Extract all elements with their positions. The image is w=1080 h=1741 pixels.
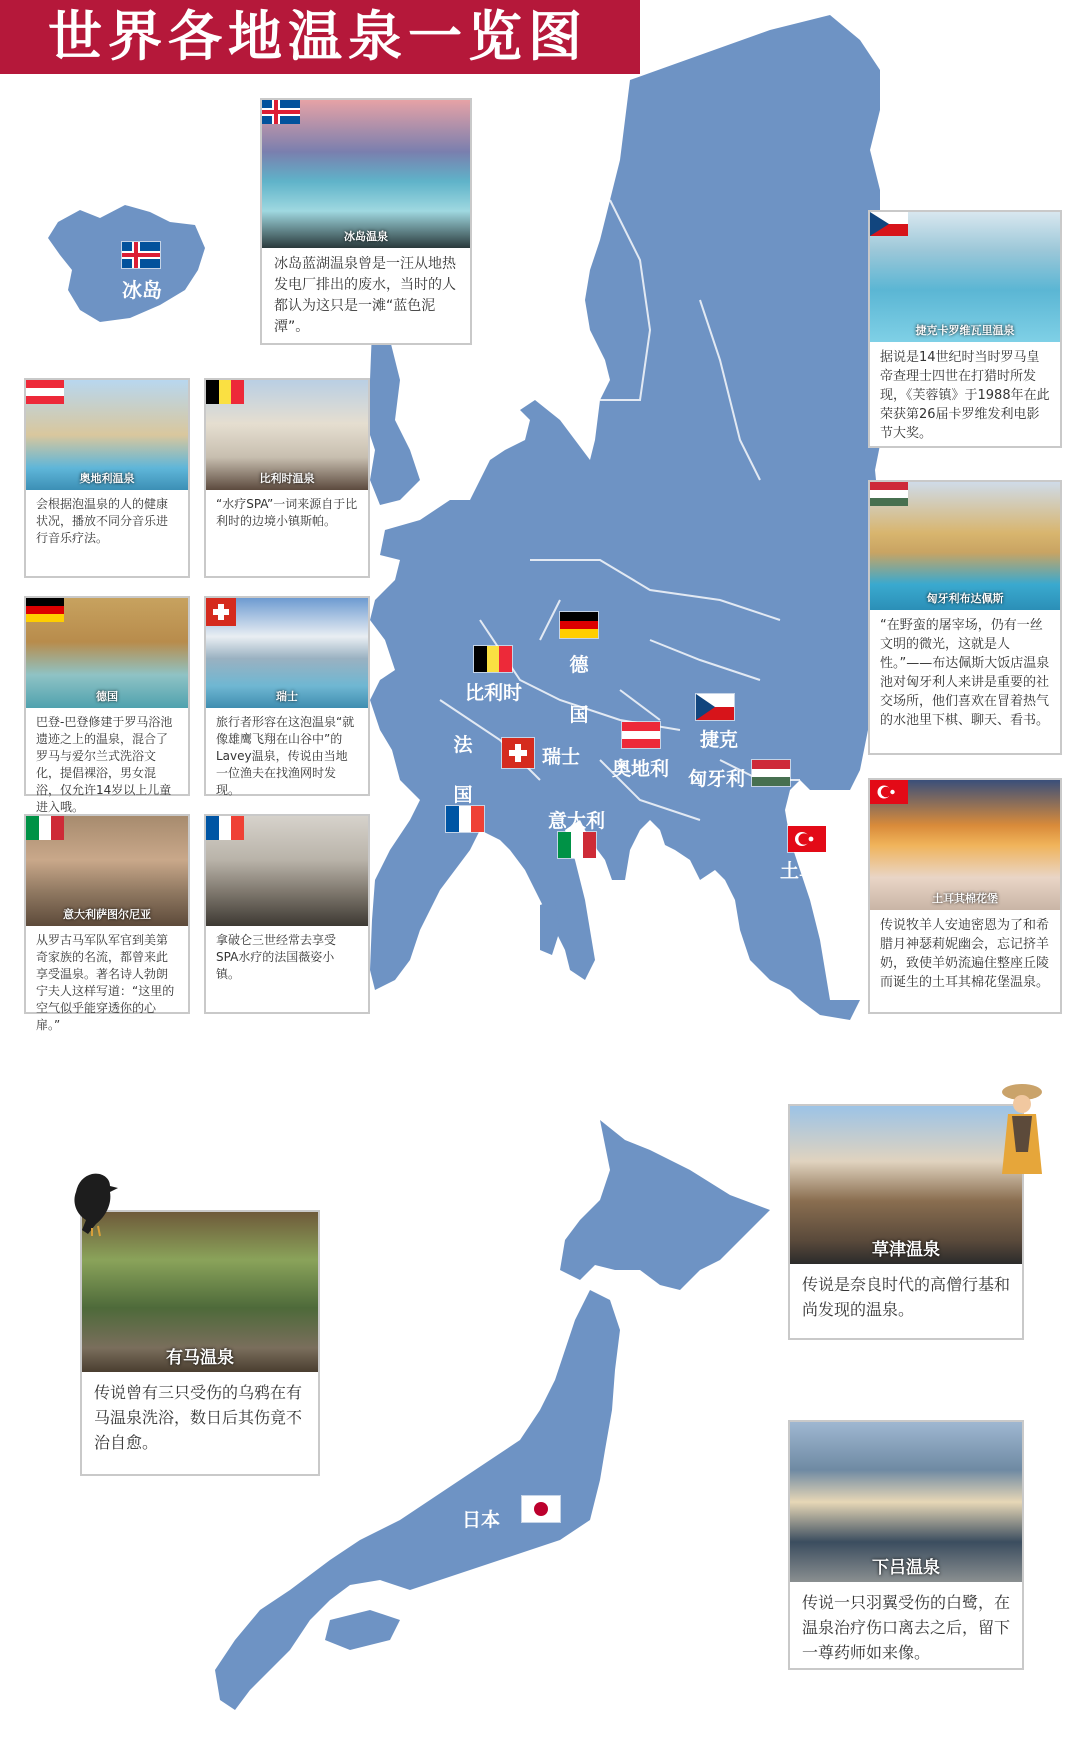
photo-italy bbox=[26, 816, 188, 926]
page-title: 世界各地温泉一览图 bbox=[0, 0, 640, 74]
text-turkey: 传说牧羊人安迪密恩为了和希腊月神瑟莉妮幽会，忘记挤羊奶，致使羊奶流遍住整座丘陵而诞生的土耳其棉花堡温泉。 bbox=[880, 918, 1050, 990]
germany-flag-icon bbox=[26, 598, 64, 622]
germany-flag-icon bbox=[560, 612, 598, 638]
britain-shape bbox=[365, 330, 420, 505]
hungary-flag-icon bbox=[870, 482, 908, 506]
caption-switzerland: 瑞士 bbox=[276, 690, 298, 703]
photo-germany bbox=[26, 598, 188, 708]
turkey-flag-icon bbox=[870, 780, 908, 804]
label-austria: 奥地利 bbox=[612, 758, 670, 780]
card-turkey bbox=[868, 778, 1062, 1014]
text-austria: 会根据泡温泉的人的健康状况，播放不同分音乐进行音乐疗法。 bbox=[36, 497, 169, 545]
italy-flag-icon bbox=[558, 832, 596, 858]
card-germany bbox=[24, 596, 190, 814]
switzerland-flag-icon bbox=[206, 598, 236, 626]
caption-germany: 德国 bbox=[96, 690, 118, 703]
monk-illustration bbox=[998, 1082, 1046, 1178]
france-flag-icon bbox=[206, 816, 244, 840]
caption-belgium: 比利时温泉 bbox=[259, 472, 315, 485]
label-belgium: 比利时 bbox=[465, 682, 523, 704]
text-france: 拿破仑三世经常去享受SPA水疗的法国薇姿小镇。 bbox=[216, 933, 337, 981]
label-germany: 德国 bbox=[569, 654, 589, 726]
france-flag-icon bbox=[446, 806, 484, 832]
caption-italy: 意大利萨图尔尼亚 bbox=[63, 908, 151, 921]
caption-czech: 捷克卡罗维瓦里温泉 bbox=[915, 324, 1015, 337]
photo-austria bbox=[26, 380, 188, 490]
label-switzerland: 瑞士 bbox=[542, 746, 581, 768]
czech-flag-icon bbox=[696, 694, 734, 720]
card-arima bbox=[80, 1210, 320, 1476]
text-switzerland: 旅行者形容在这泡温泉“就像雄鹰飞翔在山谷中”的Lavey温泉，传说由当地一位渔夫在找渔网时发现。 bbox=[216, 715, 355, 797]
belgium-flag-icon bbox=[474, 646, 512, 672]
switzerland-flag-icon bbox=[502, 738, 534, 768]
card-czech bbox=[868, 210, 1062, 448]
japan-flag-icon bbox=[522, 1496, 560, 1522]
caption-kusatsu: 草津温泉 bbox=[872, 1240, 940, 1260]
label-italy: 意大利 bbox=[548, 810, 606, 832]
photo-czech bbox=[870, 212, 1060, 342]
caption-gero: 下吕温泉 bbox=[872, 1558, 940, 1578]
label-hungary: 匈牙利 bbox=[688, 768, 746, 790]
text-italy: 从罗古马军队军官到美第奇家族的名流，都曾来此享受温泉。著名诗人勃朗宁夫人这样写道：“这里的空气似乎能穿透你的心扉。” bbox=[36, 933, 175, 1032]
text-hungary: “在野蛮的屠宰场，仍有一丝文明的微光，这就是人性。”——布达佩斯大饭店温泉池对匈牙利人来讲是重要的社交场所，他们喜欢在冒着热气的水池里下棋、聊天、看书。 bbox=[880, 618, 1050, 728]
card-kusatsu bbox=[788, 1104, 1024, 1340]
text-belgium: “水疗SPA”一词来源自于比利时的边境小镇斯帕。 bbox=[216, 497, 358, 528]
card-switzerland bbox=[204, 596, 370, 796]
label-turkey: 土耳其 bbox=[780, 860, 838, 882]
text-czech: 据说是14世纪时当时罗马皇帝查理士四世在打猎时所发现，《芙蓉镇》于1988年在此荣获第26届卡罗维发利电影节大奖。 bbox=[880, 350, 1050, 441]
card-iceland bbox=[260, 98, 472, 345]
belgium-flag-icon bbox=[206, 380, 244, 404]
austria-flag-icon bbox=[622, 722, 660, 748]
text-gero: 传说一只羽翼受伤的白鹭，在温泉治疗伤口离去之后，留下一尊药师如来像。 bbox=[802, 1593, 1011, 1662]
card-belgium bbox=[204, 378, 370, 578]
label-france: 法国 bbox=[453, 734, 473, 806]
iceland-flag-icon bbox=[122, 242, 160, 268]
photo-iceland bbox=[262, 100, 470, 248]
czech-flag-icon bbox=[870, 212, 908, 236]
text-germany: 巴登-巴登修建于罗马浴池遗迹之上的温泉，混合了罗马与爱尔兰式洗浴文化，提倡裸浴，男女混浴，仅允许14岁以上儿童进入哦。 bbox=[36, 715, 173, 814]
text-iceland: 冰岛蓝湖温泉曾是一汪从地热发电厂排出的废水，当时的人都认为这只是一滩“蓝色泥潭”。 bbox=[274, 256, 456, 335]
caption-turkey: 土耳其棉花堡 bbox=[932, 892, 998, 905]
caption-austria: 奥地利温泉 bbox=[79, 472, 135, 485]
turkey-flag-icon bbox=[788, 826, 826, 852]
iceland-flag-icon bbox=[262, 100, 300, 124]
photo-turkey bbox=[870, 780, 1060, 910]
photo-france bbox=[206, 816, 368, 926]
text-kusatsu: 传说是奈良时代的高僧行基和尚发现的温泉。 bbox=[802, 1275, 1011, 1319]
austria-flag-icon bbox=[26, 380, 64, 404]
crow-illustration bbox=[62, 1168, 126, 1238]
label-iceland: 冰岛 bbox=[122, 278, 162, 302]
card-hungary bbox=[868, 480, 1062, 755]
card-italy bbox=[24, 814, 190, 1032]
card-austria bbox=[24, 378, 190, 578]
photo-belgium bbox=[206, 380, 368, 490]
hungary-flag-icon bbox=[752, 760, 790, 786]
card-france bbox=[204, 814, 370, 1014]
caption-iceland: 冰岛温泉 bbox=[344, 230, 388, 243]
photo-kusatsu bbox=[790, 1106, 1022, 1264]
card-gero bbox=[788, 1420, 1024, 1670]
label-japan: 日本 bbox=[462, 1509, 501, 1531]
italy-flag-icon bbox=[26, 816, 64, 840]
photo-gero bbox=[790, 1422, 1022, 1582]
caption-arima: 有马温泉 bbox=[166, 1348, 234, 1368]
label-czech: 捷克 bbox=[700, 729, 739, 751]
photo-hungary bbox=[870, 482, 1060, 610]
text-arima: 传说曾有三只受伤的乌鸦在有马温泉洗浴，数日后其伤竟不治自愈。 bbox=[94, 1383, 303, 1452]
caption-hungary: 匈牙利布达佩斯 bbox=[926, 592, 1004, 605]
photo-switzerland bbox=[206, 598, 368, 708]
